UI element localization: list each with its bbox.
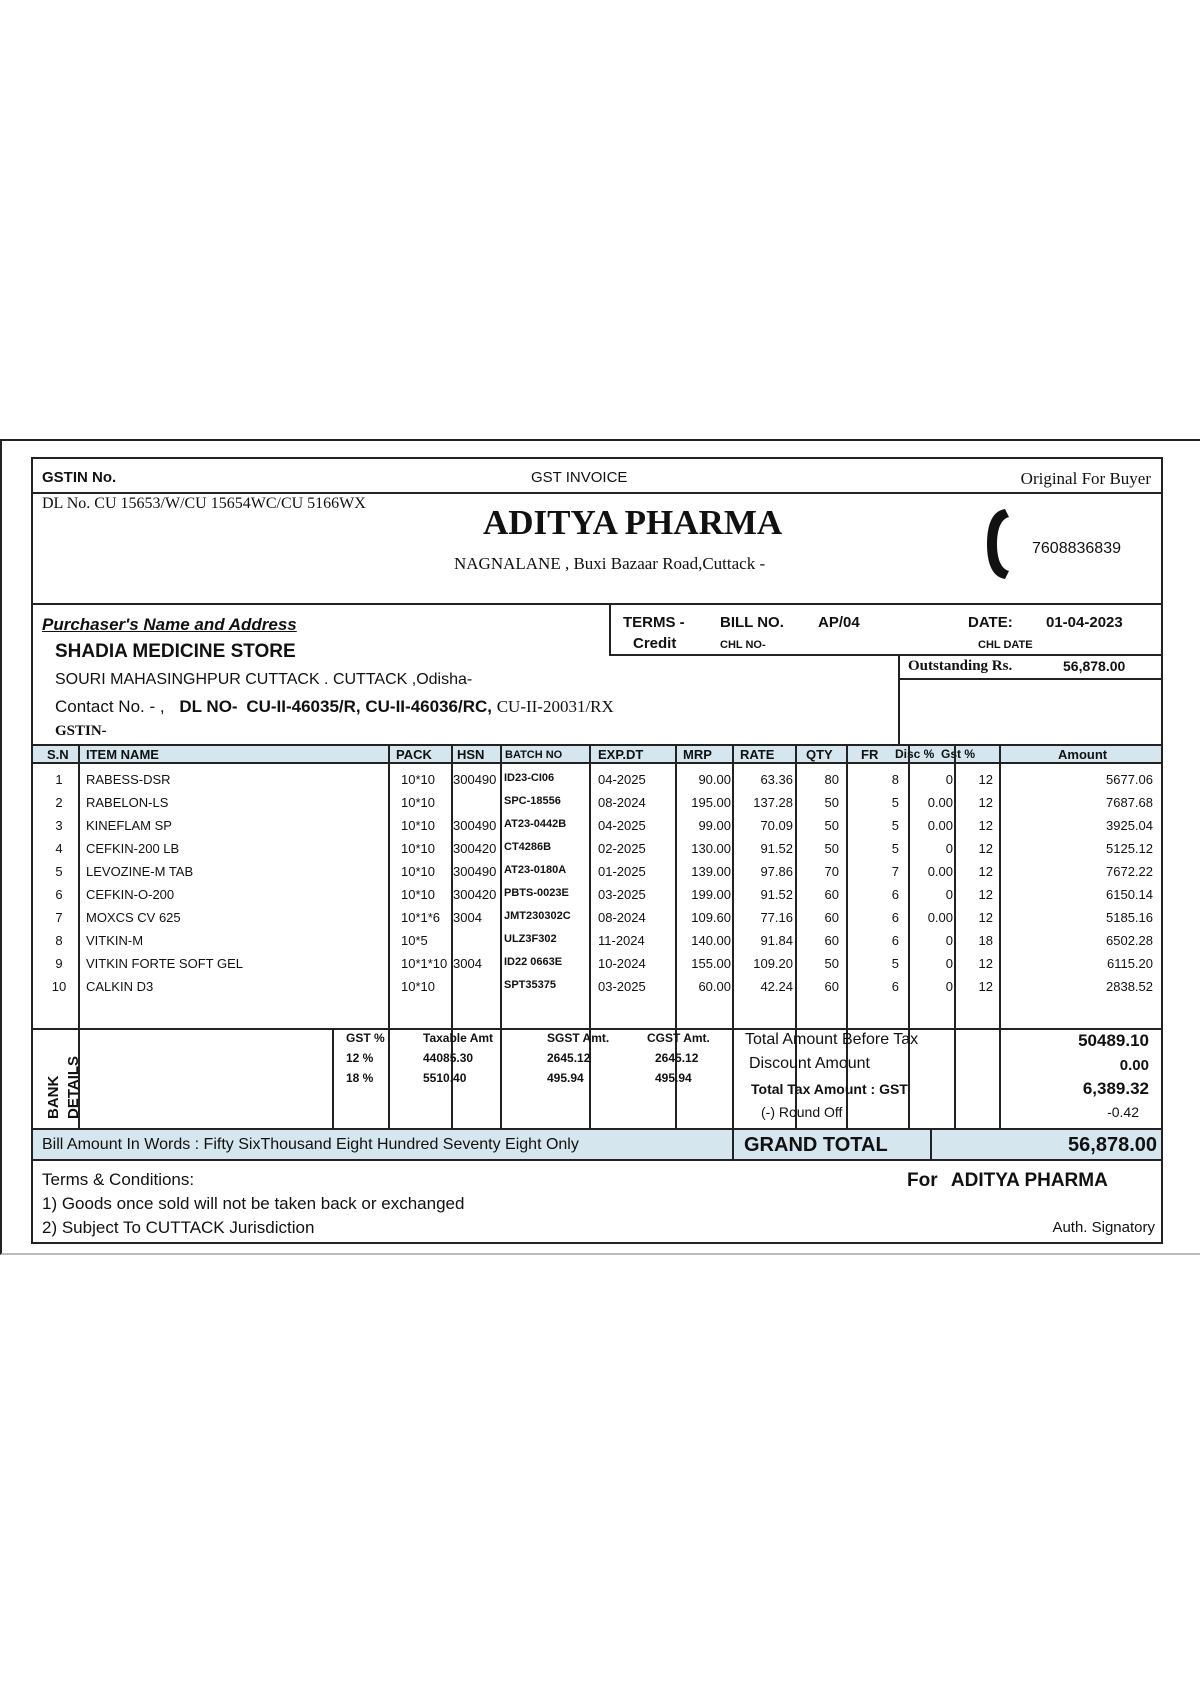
cell-qty: 50 bbox=[824, 795, 839, 810]
cell-pack: 10*10 bbox=[401, 841, 435, 856]
table-row bbox=[33, 838, 1161, 861]
cell-rate: 42.24 bbox=[760, 979, 793, 994]
cell-name: VITKIN-M bbox=[86, 933, 144, 948]
cell-rate: 91.52 bbox=[760, 887, 793, 902]
cell-rate: 70.09 bbox=[760, 818, 793, 833]
col-mrp: MRP bbox=[683, 747, 712, 762]
cell-exp: 04-2025 bbox=[598, 818, 646, 833]
cell-qty: 80 bbox=[824, 772, 839, 787]
cell-amount: 5185.16 bbox=[1106, 910, 1153, 925]
terms-label: TERMS - bbox=[623, 614, 685, 631]
cell-name: MOXCS CV 625 bbox=[86, 910, 181, 925]
cell-qty: 60 bbox=[824, 933, 839, 948]
cell-hsn: 300420 bbox=[453, 887, 497, 902]
discount-label: Discount Amount bbox=[749, 1055, 870, 1072]
cell-gst: 18 bbox=[978, 933, 993, 948]
chl-date-label: CHL DATE bbox=[978, 639, 1033, 651]
col-disc: Disc % bbox=[895, 747, 935, 761]
tax-head-cgst: CGST Amt. bbox=[647, 1031, 710, 1045]
cell-sn: 4 bbox=[55, 841, 63, 856]
cell-batch: ID23-CI06 bbox=[504, 772, 555, 784]
amount-in-words: Bill Amount In Words : Fifty SixThousand Eight Hundred Seventy Eight Only bbox=[42, 1136, 579, 1153]
term-2: 2) Subject To CUTTACK Jurisdiction bbox=[42, 1218, 315, 1237]
bank-details-label: DETAILS bbox=[65, 1055, 82, 1119]
bill-date: 01-04-2023 bbox=[1046, 614, 1123, 631]
cell-disc: 0 bbox=[945, 841, 953, 856]
cell-gst: 12 bbox=[978, 795, 993, 810]
cell-rate: 91.84 bbox=[760, 933, 793, 948]
cell-batch: AT23-0442B bbox=[504, 818, 567, 830]
purchaser-dl-label: DL NO- bbox=[179, 697, 238, 716]
cell-fr: 5 bbox=[891, 956, 899, 971]
cell-sn: 7 bbox=[55, 910, 63, 925]
cell-pack: 10*10 bbox=[401, 795, 435, 810]
tax-total-label: Total Tax Amount : GST bbox=[751, 1081, 908, 1097]
company-address: NAGNALANE , Buxi Bazaar Road,Cuttack - bbox=[454, 554, 766, 573]
cell-qty: 60 bbox=[824, 910, 839, 925]
col-item-name: ITEM NAME bbox=[86, 747, 159, 762]
grand-total-band bbox=[33, 1128, 1161, 1161]
cell-mrp: 60.00 bbox=[698, 979, 731, 994]
cell-amount: 6115.20 bbox=[1106, 956, 1153, 971]
cell-gst: 12 bbox=[978, 956, 993, 971]
auth-signatory: Auth. Signatory bbox=[1052, 1219, 1155, 1236]
col-rate: RATE bbox=[740, 747, 775, 762]
grand-total-value: 56,878.00 bbox=[1068, 1134, 1157, 1156]
cell-sn: 1 bbox=[55, 772, 63, 787]
purchaser-name: SHADIA MEDICINE STORE bbox=[55, 641, 296, 662]
for-company: ADITYA PHARMA bbox=[950, 1170, 1108, 1191]
cell-rate: 63.36 bbox=[760, 772, 793, 787]
cell-pack: 10*10 bbox=[401, 818, 435, 833]
cell-name: VITKIN FORTE SOFT GEL bbox=[86, 956, 243, 971]
invoice bbox=[31, 457, 1163, 1244]
cell-qty: 50 bbox=[824, 841, 839, 856]
round-off-label: (-) Round Off bbox=[761, 1104, 843, 1120]
cell-exp: 03-2025 bbox=[598, 887, 646, 902]
cell-mrp: 109.60 bbox=[691, 910, 731, 925]
cell-amount: 5677.06 bbox=[1106, 772, 1153, 787]
cell-qty: 60 bbox=[824, 979, 839, 994]
table-row bbox=[33, 884, 1161, 907]
cell-gst: 12 bbox=[978, 979, 993, 994]
bill-no: AP/04 bbox=[818, 614, 860, 631]
cell-sn: 6 bbox=[55, 887, 63, 902]
cell-name: RABESS-DSR bbox=[86, 772, 171, 787]
cell-sn: 9 bbox=[55, 956, 63, 971]
cell-batch: JMT230302C bbox=[504, 910, 571, 922]
cell-batch: SPC-18556 bbox=[504, 795, 561, 807]
cell-hsn: 3004 bbox=[453, 956, 482, 971]
date-label: DATE: bbox=[968, 614, 1013, 631]
purchaser-heading: Purchaser's Name and Address bbox=[42, 615, 297, 634]
cell-hsn: 300420 bbox=[453, 841, 497, 856]
table-row bbox=[33, 907, 1161, 930]
col-gst: Gst % bbox=[941, 747, 976, 761]
cell-name: LEVOZINE-M TAB bbox=[86, 864, 194, 879]
outstanding-label: Outstanding Rs. bbox=[908, 658, 1013, 674]
cell-fr: 5 bbox=[891, 795, 899, 810]
discount-value: 0.00 bbox=[1119, 1057, 1149, 1074]
round-off-value: -0.42 bbox=[1107, 1104, 1139, 1120]
cell-mrp: 139.00 bbox=[691, 864, 731, 879]
cell-hsn: 300490 bbox=[453, 864, 497, 879]
purchaser-dl-bold: CU-II-46035/R, CU-II-46036/RC, bbox=[246, 697, 492, 716]
cell-sn: 3 bbox=[55, 818, 63, 833]
cell-sn: 10 bbox=[51, 979, 67, 994]
before-tax-label: Total Amount Before Tax bbox=[745, 1031, 919, 1048]
cell-fr: 6 bbox=[891, 887, 899, 902]
cell-gst: 12 bbox=[978, 841, 993, 856]
cell-exp: 10-2024 bbox=[598, 956, 646, 971]
dl-number: DL No. CU 15653/W/CU 15654WC/CU 5166WX bbox=[42, 495, 366, 512]
cell-exp: 01-2025 bbox=[598, 864, 646, 879]
cell-fr: 6 bbox=[891, 910, 899, 925]
cell-disc: 0 bbox=[945, 933, 953, 948]
tax-row-1-taxable: 44085.30 bbox=[423, 1051, 474, 1065]
cell-amount: 2838.52 bbox=[1106, 979, 1153, 994]
cell-batch: SPT35375 bbox=[504, 979, 556, 991]
tax-row-2-rate: 18 % bbox=[346, 1071, 374, 1085]
cell-pack: 10*1*6 bbox=[401, 910, 441, 925]
cell-amount: 7687.68 bbox=[1106, 795, 1153, 810]
col-amount: Amount bbox=[1058, 747, 1108, 762]
cell-amount: 6150.14 bbox=[1106, 887, 1153, 902]
bank-label: BANK bbox=[45, 1075, 62, 1119]
cell-amount: 3925.04 bbox=[1106, 818, 1153, 833]
for-company-line bbox=[907, 1170, 1108, 1192]
tax-row-2-taxable: 5510.40 bbox=[423, 1071, 467, 1085]
purchaser-gstin: GSTIN- bbox=[55, 723, 107, 739]
cell-batch: PBTS-0023E bbox=[504, 887, 569, 899]
cell-rate: 91.52 bbox=[760, 841, 793, 856]
cell-pack: 10*10 bbox=[401, 979, 435, 994]
cell-gst: 12 bbox=[978, 864, 993, 879]
cell-rate: 137.28 bbox=[753, 795, 793, 810]
cell-gst: 12 bbox=[978, 910, 993, 925]
tax-row-1-cgst: 2645.12 bbox=[655, 1051, 699, 1065]
cell-mrp: 130.00 bbox=[691, 841, 731, 856]
table-row bbox=[33, 930, 1161, 953]
cell-amount: 6502.28 bbox=[1106, 933, 1153, 948]
copy-label: Original For Buyer bbox=[1020, 469, 1151, 488]
cell-disc: 0 bbox=[945, 887, 953, 902]
cell-rate: 97.86 bbox=[760, 864, 793, 879]
cell-pack: 10*5 bbox=[401, 933, 428, 948]
outstanding-value: 56,878.00 bbox=[1063, 658, 1126, 674]
cell-fr: 5 bbox=[891, 818, 899, 833]
cell-gst: 12 bbox=[978, 772, 993, 787]
tax-row-2-cgst: 495.94 bbox=[655, 1071, 692, 1085]
cell-name: RABELON-LS bbox=[86, 795, 169, 810]
cell-batch: ID22 0663E bbox=[504, 956, 563, 968]
tax-row-1-rate: 12 % bbox=[346, 1051, 374, 1065]
items-header bbox=[33, 744, 1161, 764]
cell-amount: 5125.12 bbox=[1106, 841, 1153, 856]
before-tax-value: 50489.10 bbox=[1078, 1031, 1149, 1050]
col-batch: BATCH NO bbox=[505, 749, 563, 761]
table-row bbox=[33, 792, 1161, 815]
cell-pack: 10*10 bbox=[401, 772, 435, 787]
table-row bbox=[33, 976, 1161, 999]
cell-qty: 60 bbox=[824, 887, 839, 902]
terms-value: Credit bbox=[633, 635, 677, 652]
grand-total-label: GRAND TOTAL bbox=[744, 1134, 888, 1156]
cell-batch: AT23-0180A bbox=[504, 864, 567, 876]
doc-type: GST INVOICE bbox=[531, 469, 628, 486]
cell-hsn: 300490 bbox=[453, 772, 497, 787]
cell-rate: 109.20 bbox=[753, 956, 793, 971]
gstin-label: GSTIN No. bbox=[42, 469, 117, 486]
col-sn: S.N bbox=[47, 747, 69, 762]
company-name: ADITYA PHARMA bbox=[483, 503, 783, 542]
cell-qty: 50 bbox=[824, 956, 839, 971]
cell-fr: 6 bbox=[891, 979, 899, 994]
col-fr: FR bbox=[861, 747, 879, 762]
purchaser-address: SOURI MAHASINGHPUR CUTTACK . CUTTACK ,Odisha- bbox=[55, 671, 473, 688]
cell-mrp: 99.00 bbox=[698, 818, 731, 833]
cell-exp: 04-2025 bbox=[598, 772, 646, 787]
cell-pack: 10*10 bbox=[401, 864, 435, 879]
col-hsn: HSN bbox=[457, 747, 485, 762]
cell-gst: 12 bbox=[978, 887, 993, 902]
cell-batch: CT4286B bbox=[504, 841, 552, 853]
cell-exp: 08-2024 bbox=[598, 795, 646, 810]
cell-exp: 03-2025 bbox=[598, 979, 646, 994]
term-1: 1) Goods once sold will not be taken back or exchanged bbox=[42, 1194, 465, 1213]
purchaser-contact-line bbox=[55, 697, 614, 717]
cell-sn: 8 bbox=[55, 933, 63, 948]
terms-heading: Terms & Conditions: bbox=[42, 1170, 195, 1189]
cell-rate: 77.16 bbox=[760, 910, 793, 925]
cell-sn: 2 bbox=[55, 795, 63, 810]
cell-sn: 5 bbox=[55, 864, 63, 879]
cell-name: CALKIN D3 bbox=[86, 979, 154, 994]
tax-head-taxable: Taxable Amt bbox=[423, 1031, 494, 1045]
phone-icon bbox=[985, 507, 1011, 586]
chl-no-label: CHL NO- bbox=[720, 639, 766, 651]
table-row bbox=[33, 861, 1161, 884]
cell-mrp: 195.00 bbox=[691, 795, 731, 810]
cell-disc: 0 bbox=[945, 979, 953, 994]
cell-exp: 08-2024 bbox=[598, 910, 646, 925]
cell-qty: 50 bbox=[824, 818, 839, 833]
cell-mrp: 155.00 bbox=[691, 956, 731, 971]
cell-mrp: 199.00 bbox=[691, 887, 731, 902]
col-pack: PACK bbox=[396, 747, 432, 762]
cell-disc: 0.00 bbox=[927, 864, 953, 879]
cell-fr: 8 bbox=[891, 772, 899, 787]
table-row bbox=[33, 815, 1161, 838]
table-row bbox=[33, 769, 1161, 792]
cell-hsn: 3004 bbox=[453, 910, 482, 925]
purchaser-contact: Contact No. - , bbox=[55, 697, 165, 716]
cell-qty: 70 bbox=[824, 864, 839, 879]
tax-head-sgst: SGST Amt. bbox=[547, 1031, 610, 1045]
cell-disc: 0 bbox=[945, 772, 953, 787]
cell-disc: 0.00 bbox=[927, 795, 953, 810]
cell-batch: ULZ3F302 bbox=[504, 933, 557, 945]
cell-gst: 12 bbox=[978, 818, 993, 833]
cell-disc: 0 bbox=[945, 956, 953, 971]
cell-mrp: 140.00 bbox=[691, 933, 731, 948]
cell-name: CEFKIN-O-200 bbox=[86, 887, 175, 902]
bill-no-label: BILL NO. bbox=[720, 614, 784, 631]
cell-pack: 10*1*10 bbox=[401, 956, 448, 971]
cell-hsn: 300490 bbox=[453, 818, 497, 833]
cell-fr: 6 bbox=[891, 933, 899, 948]
company-phone: 7608836839 bbox=[1032, 540, 1121, 557]
cell-fr: 7 bbox=[891, 864, 899, 879]
tax-row-1-sgst: 2645.12 bbox=[547, 1051, 591, 1065]
tax-row-2-sgst: 495.94 bbox=[547, 1071, 584, 1085]
tax-head-gst: GST % bbox=[346, 1031, 385, 1045]
tax-total-value: 6,389.32 bbox=[1082, 1079, 1149, 1098]
cell-pack: 10*10 bbox=[401, 887, 435, 902]
cell-disc: 0.00 bbox=[927, 910, 953, 925]
cell-amount: 7672.22 bbox=[1106, 864, 1153, 879]
col-qty: QTY bbox=[806, 747, 833, 762]
cell-disc: 0.00 bbox=[927, 818, 953, 833]
cell-exp: 11-2024 bbox=[598, 933, 645, 948]
col-exp: EXP.DT bbox=[598, 747, 644, 762]
cell-fr: 5 bbox=[891, 841, 899, 856]
for-label: For bbox=[907, 1170, 938, 1191]
cell-exp: 02-2025 bbox=[598, 841, 646, 856]
table-row bbox=[33, 953, 1161, 976]
purchaser-dl-rest: CU-II-20031/RX bbox=[496, 697, 614, 716]
cell-name: KINEFLAM SP bbox=[86, 818, 172, 833]
cell-mrp: 90.00 bbox=[698, 772, 731, 787]
cell-name: CEFKIN-200 LB bbox=[86, 841, 180, 856]
